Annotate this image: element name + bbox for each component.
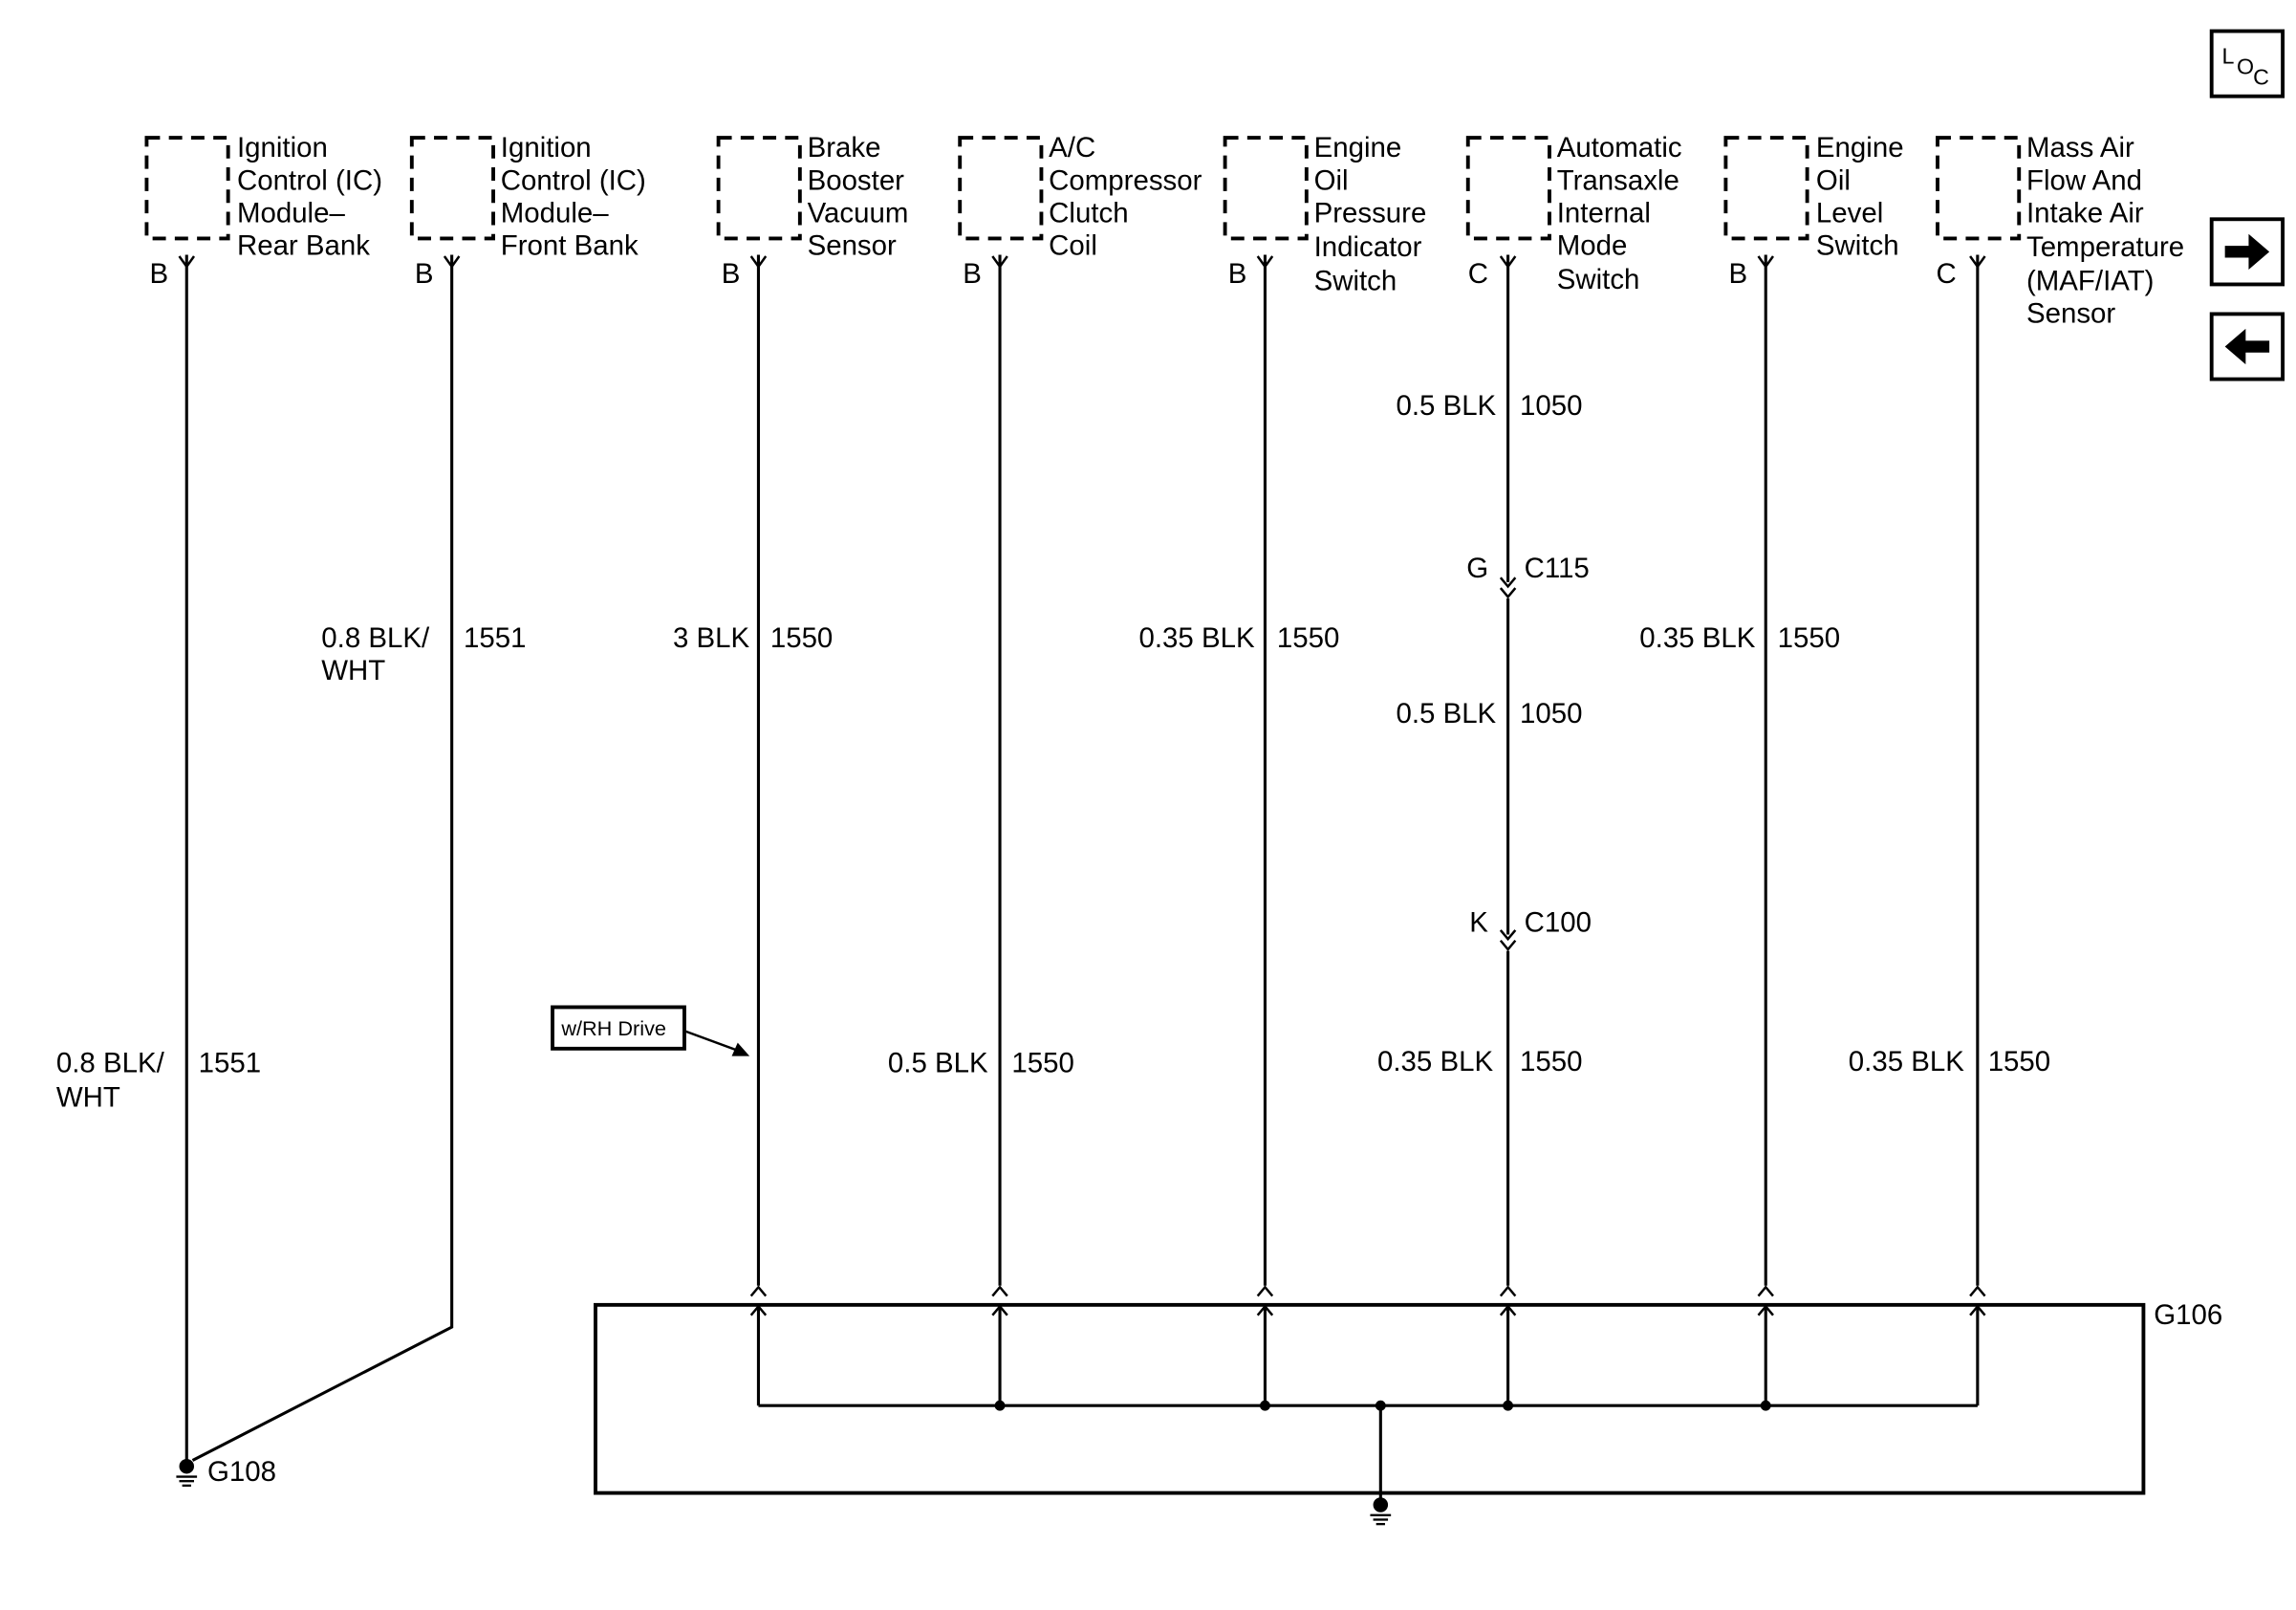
- ground-icon-g108: [176, 1459, 197, 1486]
- circuit-label-maf-lower: 1550: [1987, 1046, 2051, 1078]
- pin-label-trans-mode: C: [1467, 257, 1489, 290]
- component-name-ic-front: Ignition Control (IC) Module– Front Bank: [500, 132, 646, 262]
- wires: [186, 254, 1978, 1463]
- wire-label-trans-middle: 0.5 BLK: [1396, 698, 1497, 730]
- c115-label: C115: [1524, 553, 1590, 585]
- splice-arrows: [751, 1287, 1985, 1315]
- circuit-label-trans-lower: 1550: [1519, 1046, 1583, 1078]
- component-box-trans-mode: [1468, 138, 1549, 238]
- circuit-label-trans-top: 1050: [1519, 389, 1583, 422]
- component-box-ac-clutch: [960, 138, 1041, 238]
- wire-label-trans-top: 0.5 BLK: [1396, 389, 1497, 422]
- component-box-maf-iat: [1938, 138, 2019, 238]
- component-name-ac-clutch: A/C Compressor Clutch Coil: [1049, 132, 1202, 262]
- wire-label-maf-lower: 0.35 BLK: [1848, 1046, 1964, 1078]
- pin-label-oil-level: B: [1728, 257, 1748, 290]
- ground-label-g108: G108: [206, 1456, 276, 1489]
- c100-pin: K: [1469, 906, 1488, 939]
- wire-label-oil-pressure-upper: 0.35 BLK: [1138, 622, 1255, 654]
- c115-pin: G: [1466, 553, 1489, 585]
- pin-label-oil-pressure: B: [1227, 257, 1247, 290]
- component-box-brake-booster: [719, 138, 800, 238]
- component-name-ic-rear: Ignition Control (IC) Module– Rear Bank: [236, 132, 383, 262]
- c100-label: C100: [1524, 906, 1592, 939]
- wire-label-oil-level-upper: 0.35 BLK: [1639, 622, 1756, 654]
- loc-button-letter-c: C: [2253, 64, 2269, 90]
- option-note-arrow: [684, 1031, 749, 1055]
- component-name-maf-iat: Mass Air Flow And Intake Air Temperature (MAF/IAT) Sensor: [2025, 132, 2185, 330]
- component-box-oil-pressure: [1225, 138, 1307, 238]
- wire-label-trans-lower: 0.35 BLK: [1377, 1046, 1494, 1078]
- ground-icon-g106: [1370, 1497, 1391, 1524]
- component-name-trans-mode: Automatic Transaxle Internal Mode Switch: [1556, 132, 1682, 296]
- component-box-oil-level: [1725, 138, 1807, 238]
- previous-page-button[interactable]: [2212, 314, 2283, 379]
- component-name-oil-level: Engine Oil Level Switch: [1815, 132, 1904, 262]
- circuit-label-ac-lower: 1550: [1011, 1047, 1074, 1079]
- wire-label-ac-lower: 0.5 BLK: [887, 1047, 988, 1079]
- next-page-button[interactable]: [2212, 219, 2283, 284]
- component-name-oil-pressure: Engine Oil Pressure Indicator Switch: [1313, 132, 1427, 297]
- wire-label-rear-lower: 0.8 BLK/ WHT: [55, 1047, 164, 1114]
- pin-label-ac-clutch: B: [963, 257, 982, 290]
- pin-label-ic-rear: B: [149, 257, 169, 290]
- component-name-brake-booster: Brake Booster Vacuum Sensor: [807, 132, 909, 262]
- pin-label-ic-front: B: [414, 257, 434, 290]
- loc-button-letter-l: L: [2221, 43, 2235, 69]
- wire-label-front: 0.8 BLK/ WHT: [321, 622, 430, 687]
- splice-bus: [758, 1306, 1977, 1501]
- pin-label-brake-booster: B: [721, 257, 741, 290]
- g106-splice-pack-outline: [596, 1305, 2143, 1493]
- component-box-ic-rear: [146, 138, 227, 238]
- circuit-label-front: 1551: [464, 622, 527, 654]
- wire-label-brake-upper: 3 BLK: [672, 622, 750, 654]
- circuit-label-trans-middle: 1050: [1519, 698, 1583, 730]
- circuit-label-oil-pressure-upper: 1550: [1276, 622, 1340, 654]
- loc-button[interactable]: [2212, 32, 2283, 97]
- circuit-label-oil-level-upper: 1550: [1777, 622, 1841, 654]
- wire-1551-front: [192, 254, 451, 1460]
- ground-label-g106: G106: [2154, 1298, 2223, 1331]
- loc-button-letter-o: O: [2237, 54, 2255, 79]
- option-note-text: w/RH Drive: [561, 1015, 667, 1040]
- circuit-label-brake-upper: 1550: [769, 622, 834, 654]
- circuit-label-rear-lower: 1551: [198, 1047, 262, 1079]
- pin-label-maf-iat: C: [1936, 257, 1957, 290]
- component-box-ic-front: [412, 138, 493, 238]
